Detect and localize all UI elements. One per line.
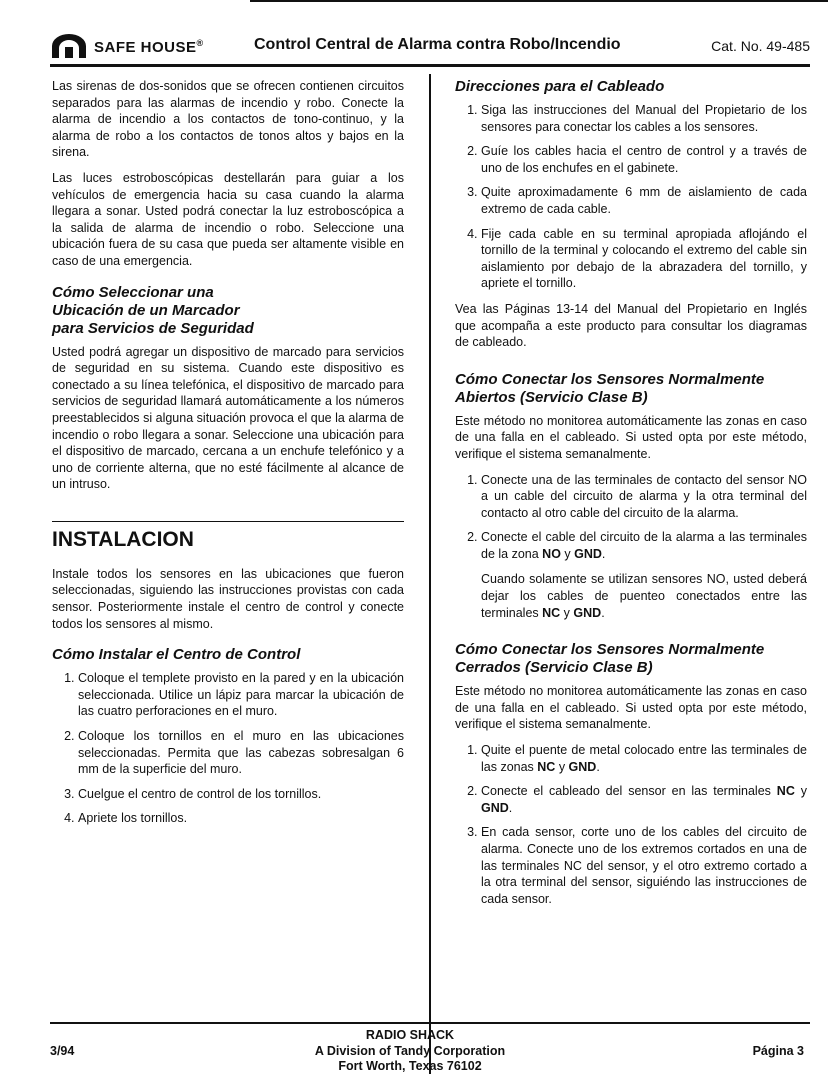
header-rule — [50, 64, 810, 67]
strobe-paragraph: Las luces estroboscópicas destellarán para guiar a los vehículos de emergencia hacia su casa cuando la alarma llegara a sonar. Usted podrá conectar la luz estroboscópica a la salida de alarma de incendio o robo. Seleccione una ubicación fuera de su casa que pueda ser altamente visible en caso de una emergencia. — [52, 170, 404, 268]
normally-open-steps — [455, 472, 807, 563]
list-item: 1. Coloque el templete provisto en la pared y en la ubicación seleccionada. Utilice un lápiz para marcar la ubicación de las cuatro perforaciones en el muro. — [78, 670, 404, 720]
footer-rule — [50, 1022, 810, 1024]
wiring-heading: Direcciones para el Cableado — [455, 78, 665, 95]
list-item: 2. Guíe los cables hacia el centro de control y a través de uno de los enchufes en el gabinete. — [481, 143, 807, 176]
normally-open-heading: Cómo Conectar los Sensores Normalmente Abiertos (Servicio Clase B) — [455, 370, 765, 406]
footer-date: 3/94 — [50, 1044, 75, 1058]
brand-name: SAFE HOUSE® — [94, 38, 204, 56]
page-number: Página 3 — [752, 1044, 804, 1058]
column-divider — [429, 74, 431, 1074]
list-item: 4. Apriete los tornillos. — [78, 810, 404, 827]
sirens-paragraph: Las sirenas de dos-sonidos que se ofrecen contienen circuitos separados para las alarmas de incendio y robo. Conecte la alarma de incendio a los contactos de tono-continuo, y la alarma de robo a los contactos de tonos altos y bajos en la sirena. — [52, 79, 404, 160]
normally-closed-heading: Cómo Conectar los Sensores Normalmente Cerrados (Servicio Clase B) — [455, 641, 765, 677]
right-column — [455, 78, 807, 916]
see-pages-paragraph: Vea las Páginas 13-14 del Manual del Propietario en Inglés que acompaña a este producto para consultar los diagramas de cableado. — [455, 301, 807, 350]
list-item: 1. Quite el puente de metal colocado entre las terminales de las zonas NC y GND. — [481, 742, 807, 775]
top-border-line — [250, 0, 828, 2]
installation-paragraph: Instale todos los sensores en las ubicaciones que fueron seleccionadas, siguiendo las instrucciones provistas con cada sensor. Posteriormente instale el centro de control y conecte todos los sensores al mismo. — [52, 566, 404, 631]
catalog-number: Cat. No. 49-485 — [711, 38, 810, 54]
jumper-note: Cuando solamente se utilizan sensores NO, usted deberá dejar los cables de puenteo conectados entre las terminales NC y GND. — [481, 572, 807, 620]
normally-closed-paragraph: Este método no monitorea automáticamente las zonas en caso de una falla en el cableado. Si usted opta por este método, verifique el sistema semanalmente. — [455, 684, 807, 732]
wiring-steps — [455, 102, 807, 292]
installation-heading: INSTALACION — [52, 527, 194, 551]
section-rule — [52, 521, 404, 522]
footer-publisher: RADIO SHACK A Division of Tandy Corporation Fort Worth, Texas 76102 — [314, 1028, 506, 1073]
safe-house-logo-icon — [50, 34, 88, 63]
list-item: 2. Conecte el cable del circuito de la alarma a las terminales de la zona NO y GND. — [481, 529, 807, 562]
list-item: 3. Cuelgue el centro de control de los tornillos. — [78, 786, 404, 803]
list-item: 2. Coloque los tornillos en el muro en las ubicaciones seleccionadas. Permita que las cabezas sobresalgan 6 mm de la superficie del muro. — [78, 728, 404, 778]
list-item: 1. Siga las instrucciones del Manual del Propietario de los sensores para conectar los cables a los sensores. — [481, 102, 807, 135]
list-item: 1. Conecte una de las terminales de contacto del sensor NO a un cable del circuito de alarma y la otra terminal del contacto al otro cable del circuito de la alarma. — [481, 472, 807, 522]
control-center-heading: Cómo Instalar el Centro de Control — [52, 646, 301, 664]
control-center-steps — [52, 670, 404, 827]
list-item: 3. En cada sensor, corte uno de los cables del circuito de alarma. Conecte uno de los extremos cortados en una de las terminales NC del sensor, y el otro extremo cortado a la otra terminal del sensor, siguiéndo las instrucciones de cada sensor. — [481, 824, 807, 907]
page-title: Control Central de Alarma contra Robo/Incendio — [254, 36, 621, 53]
dialer-location-heading: Cómo Seleccionar una Ubicación de un Marcador para Servicios de Seguridad — [52, 283, 254, 337]
list-item: 4. Fije cada cable en su terminal apropiada aflojándo el tornillo de la terminal y colocando el extremo del cable sin aislamiento por debajo de la abrazadera del tornillo, y apriete el tornillo. — [481, 226, 807, 292]
list-item: 2. Conecte el cableado del sensor en las terminales NC y GND. — [481, 783, 807, 816]
page-header — [50, 34, 810, 60]
list-item: 3. Quite aproximadamente 6 mm de aislamiento de cada extremo de cada cable. — [481, 184, 807, 217]
left-column — [52, 78, 404, 836]
dialer-paragraph: Usted podrá agregar un dispositivo de marcado para servicios de seguridad en su sistema. Cuando este dispositivo es conectado a su línea telefónica, el dispositivo de marcado para servicios de seguridad llamará automáticamente a los números preestablecidos si alguna situación provoca el que la alarma de incendio o robo llegara a sonar. Seleccione una ubicación para el dispositivo de marcado, cercana a un enchufe telefónico y a uno de corriente alterna, que no esté fácilmente al alcance de un intruso. — [52, 344, 404, 492]
normally-closed-steps — [455, 742, 807, 907]
normally-open-paragraph: Este método no monitorea automáticamente las zonas en caso de una falla en el cableado. Si usted opta por este método, verifique el sistema semanalmente. — [455, 413, 807, 461]
